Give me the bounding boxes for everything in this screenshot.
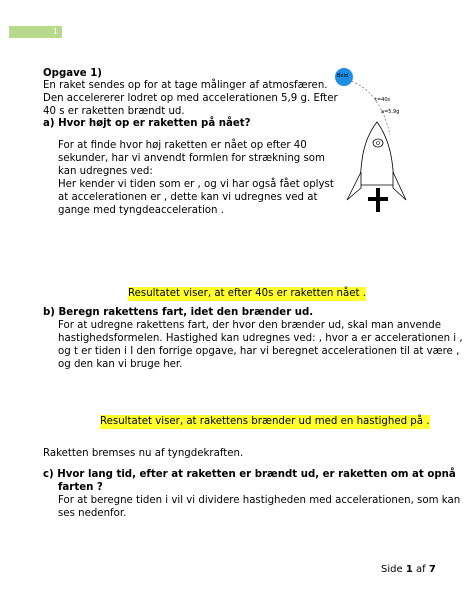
footer-page-number: 1	[405, 564, 413, 575]
question-a-line-4: Her kender vi tiden som er , og vi har også fået oplyst	[58, 179, 334, 190]
question-a-line-1: For at finde hvor høj raketten er nået op efter 40	[58, 140, 307, 151]
footer-of-label: af	[415, 564, 426, 575]
page-marker-number: 1	[52, 27, 58, 36]
page-footer	[381, 564, 436, 575]
question-c-heading	[43, 468, 456, 482]
question-b-heading	[43, 306, 313, 320]
question-a-text: Hvor højt op er raketten på nået?	[58, 118, 251, 129]
question-b-line-2: hastighedsformelen. Hastighed kan udregnes ved: , hvor a er accelerationen i ,	[58, 333, 463, 344]
intro-line-3: 40 s er raketten brændt ud.	[43, 106, 185, 117]
question-c-line-1: Hvor lang tid, efter at raketten er brændt ud, er raketten om at opnå	[57, 469, 456, 480]
intro-line-2: Den accelererer lodret op med accelerationen 5,9 g. Efter	[43, 93, 338, 104]
rocket-figure	[320, 60, 430, 220]
question-a-line-2: sekunder, har vi anvendt formlen for strækning som	[58, 153, 325, 164]
question-c-body-2: ses nedenfor.	[58, 508, 127, 519]
question-a-heading	[43, 117, 251, 131]
question-b-line-1: For at udregne rakettens fart, der hvor den brænder ud, skal man anvende	[58, 320, 441, 331]
question-b-line-3: og t er tiden i I den forrige opgave, har vi beregnet accelerationen til at være ,	[58, 346, 460, 357]
question-b-label: b)	[43, 307, 55, 318]
question-a-line-3: kan udregnes ved:	[58, 166, 153, 177]
question-a-result: Resultatet viser, at efter 40s er raketten nået .	[128, 288, 366, 299]
page-marker-tab	[9, 26, 62, 38]
footer-total-pages: 7	[428, 564, 436, 575]
time-label: t=40s	[375, 97, 391, 103]
accel-label: a=5,9g	[381, 109, 400, 115]
question-b-line-4: og den kan vi bruge her.	[58, 359, 183, 370]
question-b-result: Resultatet viser, at rakettens brænder ud med en hastighed på .	[100, 416, 430, 427]
middle-text: Raketten bremses nu af tyngdekraften.	[43, 448, 244, 459]
question-a-line-6: gange med tyngdeacceleration .	[58, 205, 224, 216]
question-b-text: Beregn rakettens fart, idet den brænder ud.	[58, 307, 314, 318]
rocket-icon	[347, 122, 406, 212]
ball-trajectory	[348, 80, 390, 135]
question-c-line-2: farten ?	[58, 482, 103, 493]
question-a-label: a)	[43, 118, 55, 129]
footer-side-label: Side	[381, 564, 403, 575]
opgave-title: Opgave 1)	[43, 68, 102, 79]
intro-line-1: En raket sendes op for at tage målinger af atmosfæren.	[43, 80, 328, 91]
question-c-body-1: For at beregne tiden i vil vi dividere hastigheden med accelerationen, som kan	[58, 495, 461, 506]
question-c-label: c)	[43, 469, 54, 480]
question-a-line-5: at accelerationen er , dette kan vi udregnes ved at	[58, 192, 318, 203]
ball-label: Bold	[337, 73, 349, 79]
